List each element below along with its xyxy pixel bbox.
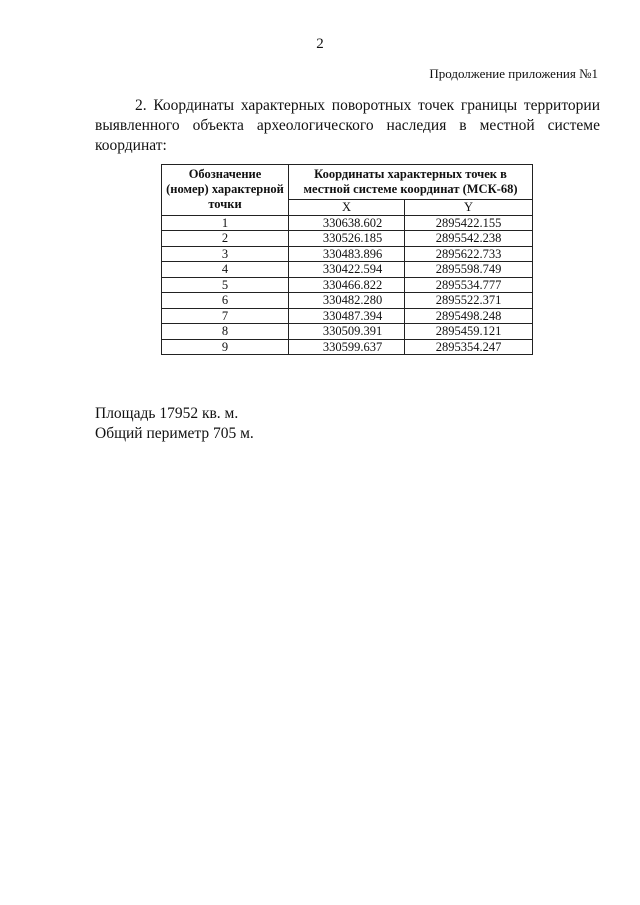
header-x: X <box>289 200 405 216</box>
x-cell: 330599.637 <box>289 339 405 355</box>
point-cell: 9 <box>162 339 289 355</box>
table-row <box>162 308 533 324</box>
point-cell: 7 <box>162 308 289 324</box>
y-cell: 2895598.749 <box>405 262 533 278</box>
perimeter-text: Общий периметр 705 м. <box>95 425 254 442</box>
area-text: Площадь 17952 кв. м. <box>95 405 239 422</box>
x-cell: 330482.280 <box>289 293 405 309</box>
point-cell: 5 <box>162 277 289 293</box>
table-row <box>162 215 533 231</box>
point-cell: 3 <box>162 246 289 262</box>
x-cell: 330509.391 <box>289 324 405 340</box>
point-cell: 6 <box>162 293 289 309</box>
x-cell: 330487.394 <box>289 308 405 324</box>
coordinates-table <box>161 164 533 355</box>
continuation-note: Продолжение приложения №1 <box>429 66 598 81</box>
point-cell: 2 <box>162 231 289 247</box>
table-row <box>162 293 533 309</box>
y-cell: 2895459.121 <box>405 324 533 340</box>
x-cell: 330466.822 <box>289 277 405 293</box>
y-cell: 2895542.238 <box>405 231 533 247</box>
point-cell: 4 <box>162 262 289 278</box>
y-cell: 2895498.248 <box>405 308 533 324</box>
intro-paragraph: 2. Координаты характерных поворотных точек границы территории выявленного объекта археологического наследия в местной системе координат: <box>95 97 600 154</box>
y-cell: 2895522.371 <box>405 293 533 309</box>
y-cell: 2895622.733 <box>405 246 533 262</box>
table-row <box>162 246 533 262</box>
point-cell: 1 <box>162 215 289 231</box>
x-cell: 330483.896 <box>289 246 405 262</box>
summary <box>95 404 254 444</box>
y-cell: 2895422.155 <box>405 215 533 231</box>
table-body <box>162 215 533 355</box>
page-number: 2 <box>316 36 324 52</box>
table-row <box>162 324 533 340</box>
table-row <box>162 262 533 278</box>
x-cell: 330526.185 <box>289 231 405 247</box>
y-cell: 2895354.247 <box>405 339 533 355</box>
y-cell: 2895534.777 <box>405 277 533 293</box>
table-row <box>162 231 533 247</box>
table-row <box>162 339 533 355</box>
x-cell: 330638.602 <box>289 215 405 231</box>
header-coordinates: Координаты характерных точек в местной системе координат (МСК-68) <box>289 165 533 200</box>
header-point: Обозначение (номер) характерной точки <box>162 165 289 216</box>
header-y: Y <box>405 200 533 216</box>
table-row <box>162 277 533 293</box>
x-cell: 330422.594 <box>289 262 405 278</box>
point-cell: 8 <box>162 324 289 340</box>
